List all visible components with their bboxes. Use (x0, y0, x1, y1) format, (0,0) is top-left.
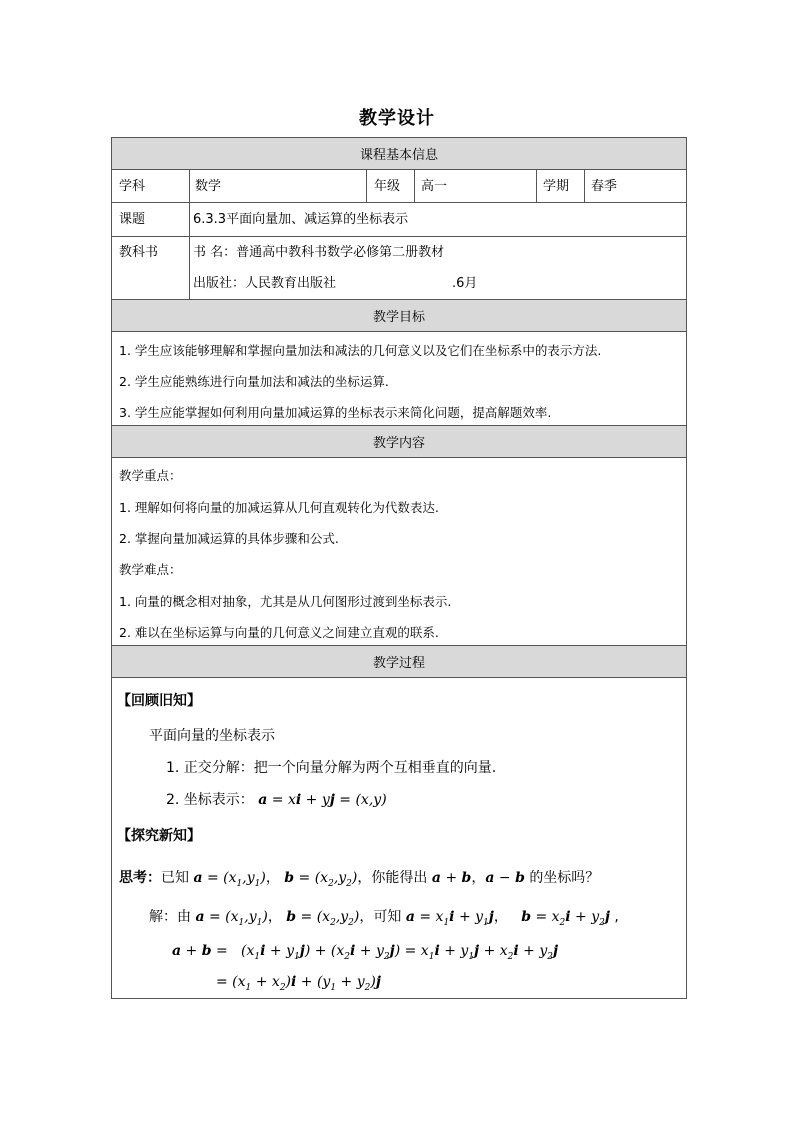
solution-label: 解：由 (149, 909, 191, 925)
solution-line-1: 解：由 $a = (x_1,y_1)$， $b = (x_2,y_2)$，可知 $a = x_1i + y_1j$， $b = x_2i + y_2j$ , (149, 909, 619, 928)
review-item-coordinates: 2. 坐标表示： a = xi + yj = (x,y) (166, 792, 387, 808)
explore-title: 【探究新知】 (117, 828, 201, 844)
publisher: 出版社：人民教育出版社 (193, 276, 337, 291)
publish-date: .6月 (452, 276, 478, 291)
difficulty-item: 2. 难以在坐标运算与向量的几何意义之间建立直观的联系. (119, 625, 439, 640)
review-title: 【回顾旧知】 (117, 693, 201, 709)
solution-line-2: $a + b = (x_1i + y_1j) + (x_2i + y_2j) = x_1i + y_1j + x_2i + y_2j$ (172, 943, 559, 962)
key-points-title: 教学重点： (119, 468, 182, 483)
objective-item: 2. 学生应能熟练进行向量加法和减法的坐标运算. (119, 374, 389, 389)
section-title: 教学内容 (372, 436, 425, 451)
lesson-plan-table (111, 137, 687, 999)
review-subtitle: 平面向量的坐标表示 (149, 728, 275, 744)
subject-label: 学科 (119, 179, 146, 194)
textbook-label: 教科书 (119, 245, 159, 260)
grade-label: 年级 (374, 179, 401, 194)
column-divider (414, 170, 415, 202)
row-divider (112, 236, 686, 237)
term-label: 学期 (543, 179, 570, 194)
objective-item: 1. 学生应该能够理解和掌握向量加法和减法的几何意义以及它们在坐标系中的表示方法. (119, 343, 602, 358)
formula-a: a (258, 792, 268, 808)
think-label: 思考： (119, 870, 161, 886)
topic-value: 6.3.3平面向量加、减运算的坐标表示 (193, 212, 409, 227)
document-title: 教学设计 (359, 108, 435, 129)
section-header-content (112, 425, 686, 458)
objective-item: 3. 学生应能掌握如何利用向量加减运算的坐标表示来简化问题，提高解题效率. (119, 405, 552, 420)
book-name: 书 名：普通高中教科书数学必修第二册教材 (193, 245, 445, 260)
section-header-basic-info (112, 138, 686, 170)
term-value: 春季 (591, 179, 618, 194)
section-title: 教学目标 (372, 310, 425, 325)
section-header-objectives (112, 299, 686, 332)
subject-value: 数学 (195, 179, 222, 194)
think-question: 思考：已知 $a = (x_1,y_1)$， $b = (x_2,y_2)$，你能得出 a + b，a − b 的坐标吗？ (119, 870, 600, 889)
key-point-item: 1. 理解如何将向量的加减运算从几何直观转化为代数表达. (119, 500, 439, 515)
grade-value: 高一 (421, 179, 448, 194)
section-title: 课程基本信息 (359, 148, 438, 163)
column-divider (189, 170, 190, 299)
solution-line-3: = $(x_1 + x_2)i + (y_1 + y_2)j$ (216, 974, 381, 993)
row-divider (112, 202, 686, 203)
difficulty-item: 1. 向量的概念相对抽象，尤其是从几何图形过渡到坐标表示. (119, 594, 452, 609)
column-divider (536, 170, 537, 202)
review-item-label: 2. 坐标表示： (166, 792, 254, 808)
section-title: 教学过程 (372, 656, 425, 671)
topic-label: 课题 (119, 212, 146, 227)
section-header-process (112, 645, 686, 678)
key-point-item: 2. 掌握向量加减运算的具体步骤和公式. (119, 531, 339, 546)
column-divider (366, 170, 367, 202)
difficulty-title: 教学难点： (119, 562, 182, 577)
review-item-orthogonal: 1. 正交分解：把一个向量分解为两个互相垂直的向量. (166, 760, 497, 776)
column-divider (584, 170, 585, 202)
